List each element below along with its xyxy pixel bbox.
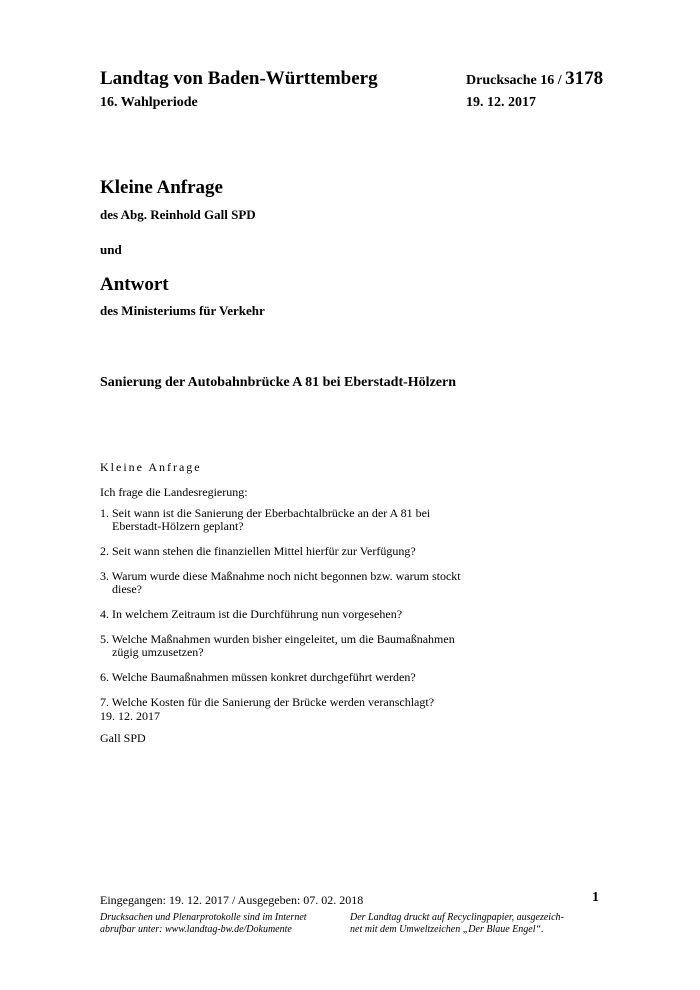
footer-note-recycling xyxy=(350,912,580,936)
conjunction: und xyxy=(100,242,122,257)
footer-note-recycling-line-1: Der Landtag druckt auf Recyclingpapier, ausgezeich- xyxy=(350,912,564,923)
footer-note-internet-line-1: Drucksachen und Plenarprotokolle sind im Internet xyxy=(100,912,307,923)
document-number-label: Drucksache 16 / xyxy=(466,73,566,88)
footer-note-recycling-line-2: net mit dem Umweltzeichen „Der Blaue Engel“. xyxy=(350,924,544,935)
question-2: 2. Seit wann stehen die finanziellen Mittel hierfür zur Verfügung? xyxy=(100,544,416,558)
inquiry-author: des Abg. Reinhold Gall SPD xyxy=(100,207,256,222)
received-issued-dates: Eingegangen: 19. 12. 2017 / Ausgegeben: 07. 02. 2018 xyxy=(100,893,364,907)
question-6: 6. Welche Baumaßnahmen müssen konkret durchgeführt werden? xyxy=(100,670,416,684)
document-date: 19. 12. 2017 xyxy=(466,95,536,110)
inquiry-intro: Ich frage die Landesregierung: xyxy=(100,485,248,499)
footer-note-internet-line-2: abrufbar unter: www.landtag-bw.de/Dokumente xyxy=(100,924,292,935)
page-number: 1 xyxy=(592,890,599,905)
legislative-period: 16. Wahlperiode xyxy=(100,95,198,110)
answer-heading: Antwort xyxy=(100,274,169,295)
section-label: Kleine Anfrage xyxy=(100,460,202,474)
signer-name: Gall SPD xyxy=(100,731,146,745)
inquiry-heading: Kleine Anfrage xyxy=(100,177,223,198)
question-3: 3. Warum wurde diese Maßnahme noch nicht begonnen bzw. warum stockt diese? xyxy=(100,569,461,596)
question-5: 5. Welche Maßnahmen wurden bisher eingeleitet, um die Baumaßnahmen zügig umzusetzen? xyxy=(100,632,455,659)
question-1: 1. Seit wann ist die Sanierung der Eberbachtalbrücke an der A 81 bei Eberstadt-Hölzern geplant? xyxy=(100,506,431,533)
footer-note-internet xyxy=(100,912,330,936)
question-4: 4. In welchem Zeitraum ist die Durchführung nun vorgesehen? xyxy=(100,607,403,621)
question-list xyxy=(100,507,472,721)
answer-ministry: des Ministeriums für Verkehr xyxy=(100,303,265,318)
document-number-value: 3178 xyxy=(565,68,604,89)
document-number xyxy=(466,68,603,90)
question-7: 7. Welche Kosten für die Sanierung der Brücke werden veranschlagt? xyxy=(100,695,435,709)
parliament-name: Landtag von Baden-Württemberg xyxy=(100,68,378,89)
subject-title: Sanierung der Autobahnbrücke A 81 bei Eberstadt-Hölzern xyxy=(100,375,457,390)
signature-date: 19. 12. 2017 xyxy=(100,709,160,723)
